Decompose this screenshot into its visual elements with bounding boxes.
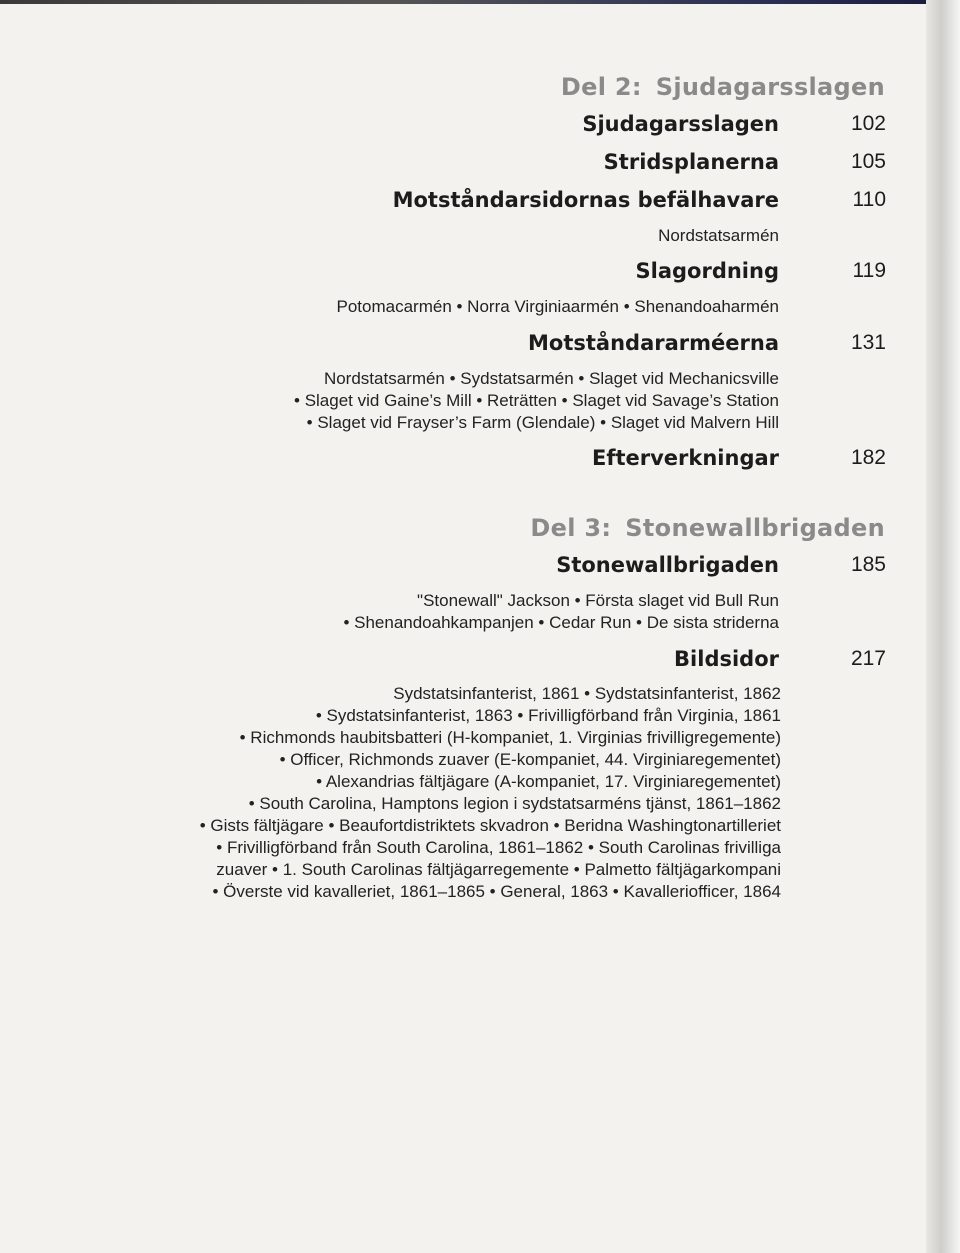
details-line: • Gists fältjägare • Beaufortdistriktets skvadron • Beridna Washingtonartilleriet — [199, 816, 781, 835]
toc-entry-motstandararmeerna-page: 131 — [850, 331, 886, 354]
toc-entry-slagordning-title: Slagordning — [635, 259, 779, 283]
part-3-heading — [530, 514, 885, 542]
details-line: • Överste vid kavalleriet, 1861–1865 • General, 1863 • Kavalleriofficer, 1864 — [212, 882, 781, 901]
toc-entry-bildsidor-details — [200, 683, 781, 903]
toc-entry-bildsidor-page: 217 — [850, 647, 886, 670]
part-3-name: Stonewallbrigaden — [625, 514, 885, 542]
part-2-number: Del 2: — [560, 73, 642, 101]
details-line: • Sydstatsinfanterist, 1863 • Frivilligförband från Virginia, 1861 — [315, 706, 781, 725]
toc-entry-stonewallbrigaden-page: 185 — [850, 553, 886, 576]
toc-entry-befalhavare-title: Motståndarsidornas befälhavare — [392, 188, 779, 212]
toc-entry-efterverkningar-page: 182 — [850, 446, 886, 469]
details-line: • Alexandrias fältjägare (A-kompaniet, 17. Virginiaregementet) — [316, 772, 781, 791]
toc-entry-stonewallbrigaden-details — [343, 590, 779, 634]
details-line: • Shenandoahkampanjen • Cedar Run • De sista striderna — [343, 613, 779, 632]
toc-entry-befalhavare-subtitle: Nordstatsarmén — [658, 226, 779, 245]
details-line: Nordstatsarmén • Sydstatsarmén • Slaget vid Mechanicsville — [323, 369, 779, 388]
toc-entry-motstandararmeerna-details — [294, 368, 779, 434]
part-2-heading — [561, 73, 885, 101]
toc-entry-slagordning-subtitle: Potomacarmén • Norra Virginiaarmén • Shenandoaharmén — [336, 297, 779, 316]
page-top-edge — [0, 0, 960, 4]
toc-entry-sjudagarsslagen-page: 102 — [850, 112, 886, 135]
details-line: • South Carolina, Hamptons legion i sydstatsarméns tjänst, 1861–1862 — [248, 794, 781, 813]
details-line: • Frivilligförband från South Carolina, 1861–1862 • South Carolinas frivilliga — [216, 838, 781, 857]
part-2-name: Sjudagarsslagen — [655, 73, 885, 101]
toc-entry-befalhavare-page: 110 — [852, 188, 886, 211]
details-line: • Slaget vid Gaine’s Mill • Reträtten • Slaget vid Savage’s Station — [294, 391, 779, 410]
details-line: zuaver • 1. South Carolinas fältjägarregemente • Palmetto fältjägarkompani — [216, 860, 781, 879]
toc-entry-stridsplanerna-page: 105 — [850, 150, 886, 173]
details-line: • Officer, Richmonds zuaver (E-kompaniet, 44. Virginiaregementet) — [279, 750, 781, 769]
toc-entry-sjudagarsslagen-title: Sjudagarsslagen — [582, 112, 779, 136]
details-line: • Richmonds haubitsbatteri (H-kompaniet, 1. Virginias frivilligregemente) — [239, 728, 781, 747]
details-line: "Stonewall" Jackson • Första slaget vid Bull Run — [417, 591, 779, 610]
book-gutter-shadow — [926, 0, 960, 1253]
toc-entry-efterverkningar-title: Efterverkningar — [591, 446, 779, 470]
toc-entry-stridsplanerna-title: Stridsplanerna — [603, 150, 779, 174]
part-3-number: Del 3: — [530, 514, 612, 542]
toc-entry-slagordning-page: 119 — [852, 259, 886, 282]
toc-entry-motstandararmeerna-title: Motståndararméerna — [528, 331, 779, 355]
toc-entry-stonewallbrigaden-title: Stonewallbrigaden — [556, 553, 779, 577]
toc-entry-bildsidor-title: Bildsidor — [674, 647, 779, 671]
details-line: Sydstatsinfanterist, 1861 • Sydstatsinfanterist, 1862 — [393, 684, 781, 703]
details-line: • Slaget vid Frayser’s Farm (Glendale) • Slaget vid Malvern Hill — [306, 413, 779, 432]
